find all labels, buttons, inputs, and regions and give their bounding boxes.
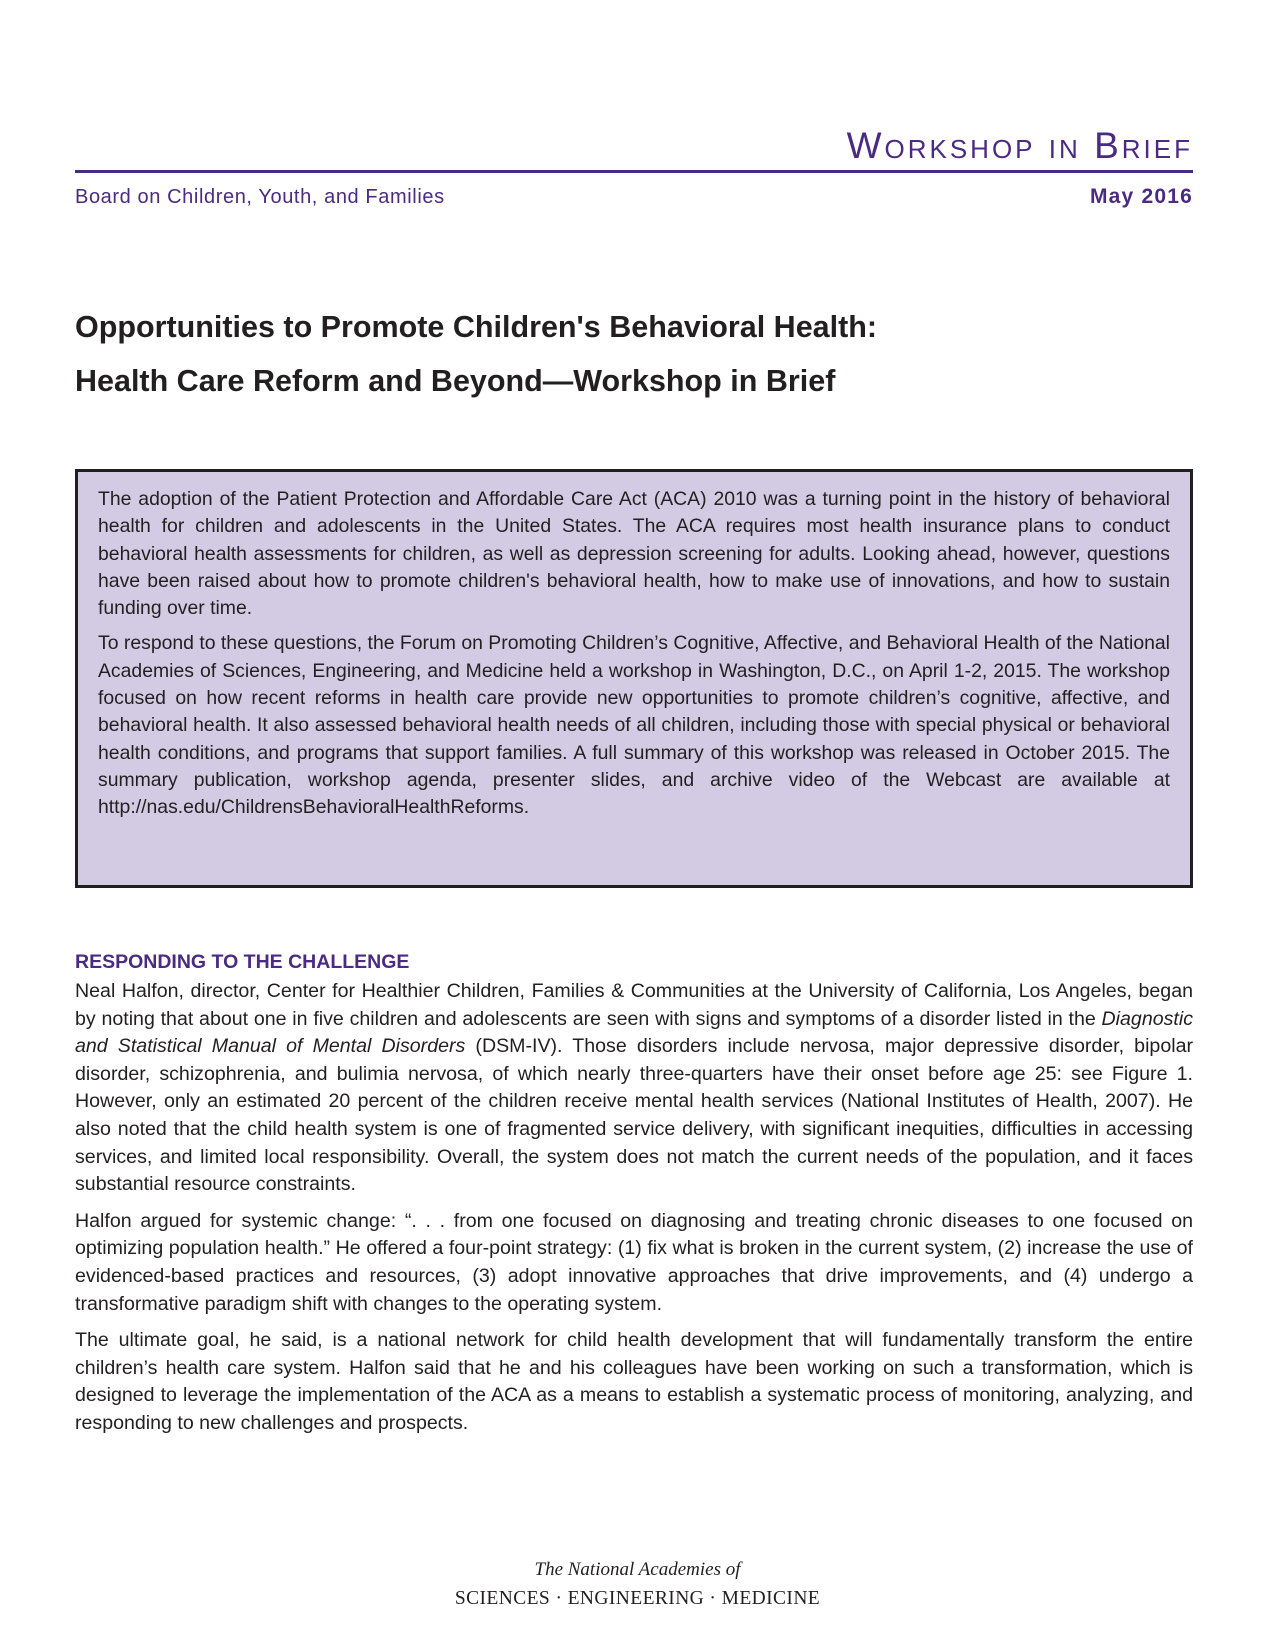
summary-box [75,469,1193,888]
footer-logo-line-2: SCIENCES · ENGINEERING · MEDICINE [454,1588,821,1609]
series-title: Workshop in Brief [846,125,1193,166]
footer-logo-line-1: The National Academies of [534,1559,741,1580]
body-paragraph: Halfon argued for systemic change: “. . . from one focused on diagnosing and treating chronic diseases to one focused on optimizing population health.” He offered a four-point strategy: (1) fix what is broken in the current system, (2) increase the use of evidenced-based practices and resources, (3) adopt innovative approaches that drive improvements, and (4) undergo a transformative paradigm shift with changes to the operating system. [75,1209,1193,1315]
document-title-line-2: Health Care Reform and Beyond—Workshop in Brief [75,364,836,398]
section-body [75,978,1193,1447]
document-title-line-1: Opportunities to Promote Children's Behavioral Health: [75,310,878,344]
header-rule [75,170,1193,173]
summary-paragraph: The adoption of the Patient Protection and Affordable Care Act (ACA) 2010 was a turning point in the history of behavioral health for children and adolescents in the United States. The ACA requires most health insurance plans to conduct behavioral health assessments for children, as well as depression screening for adults. Looking ahead, however, questions have been raised about how to promote children's behavioral health, how to make use of innovations, and how to sustain funding over time. [98,488,1170,620]
body-paragraph [75,978,1193,1199]
body-paragraph: The ultimate goal, he said, is a national network for child health development that will fundamentally transform the entire children’s health care system. Halfon said that he and his colleagues have been working on such a transformation, which is designed to leverage the implementation of the ACA as a means to establish a systematic process of monitoring, analyzing, and responding to new challenges and prospects. [75,1329,1193,1434]
body-text: (DSM-IV). Those disorders include nervosa, major depressive disorder, bipolar disorder, schizophrenia, and bulimia nervosa, of which nearly three-quarters have their onset before age 25: see Figure 1. However, only an estimated 20 percent of the children receive mental health services (National Institutes of Health, 2007). He also noted that the child health system is one of fragmented service delivery, with significant inequities, difficulties in accessing services, and limited local responsibility. Overall, the system does not match the current needs of the population, and it faces substantial resource constraints. [75,1035,1193,1196]
board-name: Board on Children, Youth, and Families [75,186,445,208]
body-text: Neal Halfon, director, Center for Healthier Children, Families & Communities at the University of California, Los Angeles, began by noting that about one in five children and adolescents are seen with signs and symptoms of a disorder listed in the [75,980,1193,1030]
document-title [75,300,1193,408]
summary-paragraph: To respond to these questions, the Forum on Promoting Children’s Cognitive, Affective, and Behavioral Health of the National Academies of Sciences, Engineering, and Medicine held a workshop in Washington, D.C., on April 1-2, 2015. The workshop focused on how recent reforms in health care provide new opportunities to promote children’s cognitive, affective, and behavioral health. It also assessed behavioral health needs of all children, including those with special physical or behavioral health conditions, and programs that support families. A full summary of this workshop was released in October 2015. The summary publication, workshop agenda, presenter slides, and archive video of the Webcast are available at http://nas.edu/ChildrensBehavioralHealthReforms. [98,632,1170,819]
publication-date: May 2016 [1089,185,1193,208]
manual-title: Diagnostic and Statistical Manual of Mental Disorders [75,1007,1193,1058]
section-heading: RESPONDING TO THE CHALLENGE [75,951,410,973]
footer-logo [0,1558,1275,1613]
